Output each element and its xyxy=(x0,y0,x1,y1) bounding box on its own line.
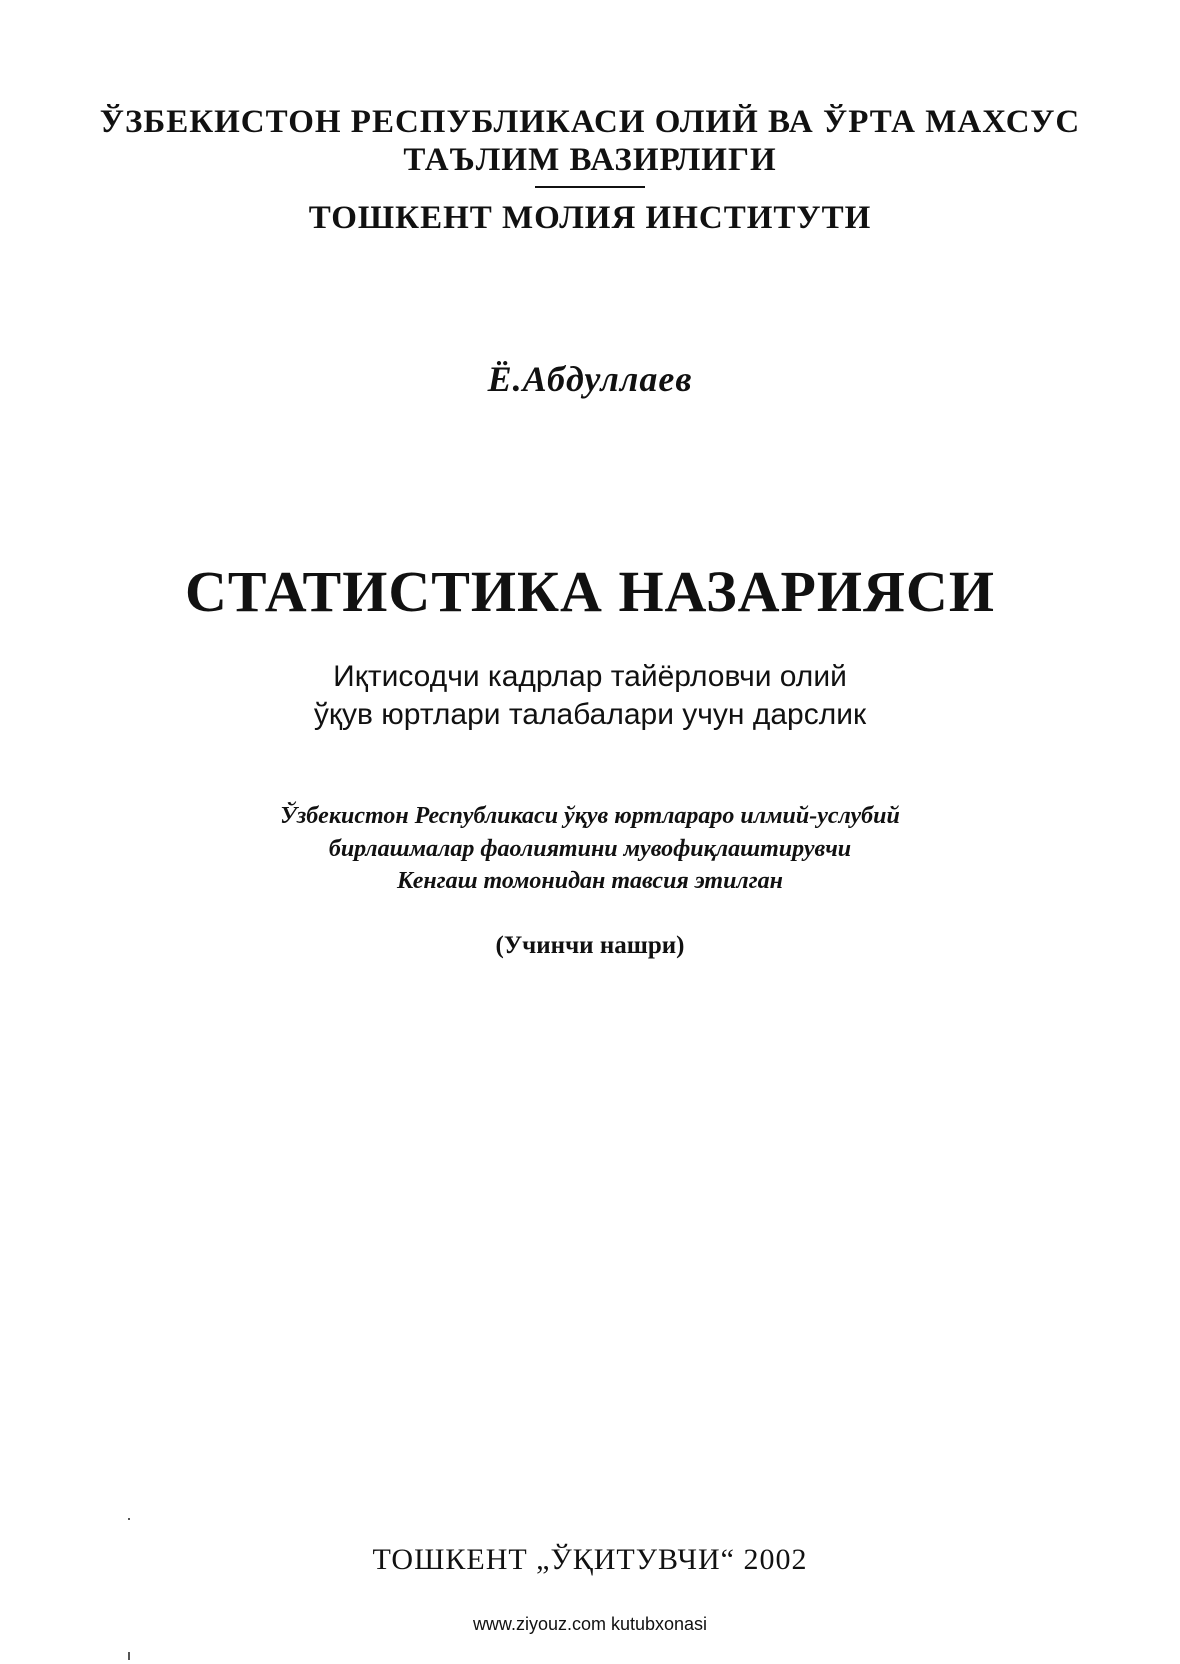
edition-note: (Учинчи нашри) xyxy=(495,932,685,959)
recommendation-line-1: Ўзбекистон Республикаси ўқув юртлараро илмий-услубий xyxy=(280,803,900,829)
subtitle-line-2: ўқув юртлари талабалари учун дарслик xyxy=(313,698,867,731)
scan-speck xyxy=(128,1652,130,1660)
header-divider xyxy=(535,186,645,188)
scan-speck xyxy=(128,1518,130,1520)
ministry-name-line-1: ЎЗБЕКИСТОН РЕСПУБЛИКАСИ ОЛИЙ ВА ЎРТА МАХСУС xyxy=(99,104,1081,140)
publisher-imprint: ТОШКЕНТ „ЎҚИТУВЧИ“ 2002 xyxy=(372,1543,808,1576)
author-name: Ё.Абдуллаев xyxy=(487,359,693,399)
website-watermark: www.ziyouz.com kutubxonasi xyxy=(472,1614,708,1634)
recommendation-line-3: Кенгаш томонидан тавсия этилган xyxy=(397,868,783,894)
institute-name: ТОШКЕНТ МОЛИЯ ИНСТИТУТИ xyxy=(308,200,872,236)
ministry-name-line-2: ТАЪЛИМ ВАЗИРЛИГИ xyxy=(403,142,777,178)
recommendation-line-2: бирлашмалар фаолиятини мувофиқлаштирувчи xyxy=(328,836,852,862)
book-title: СТАТИСТИКА НАЗАРИЯСИ xyxy=(185,559,995,624)
subtitle-line-1: Иқтисодчи кадрлар тайёрловчи олий xyxy=(333,660,847,693)
